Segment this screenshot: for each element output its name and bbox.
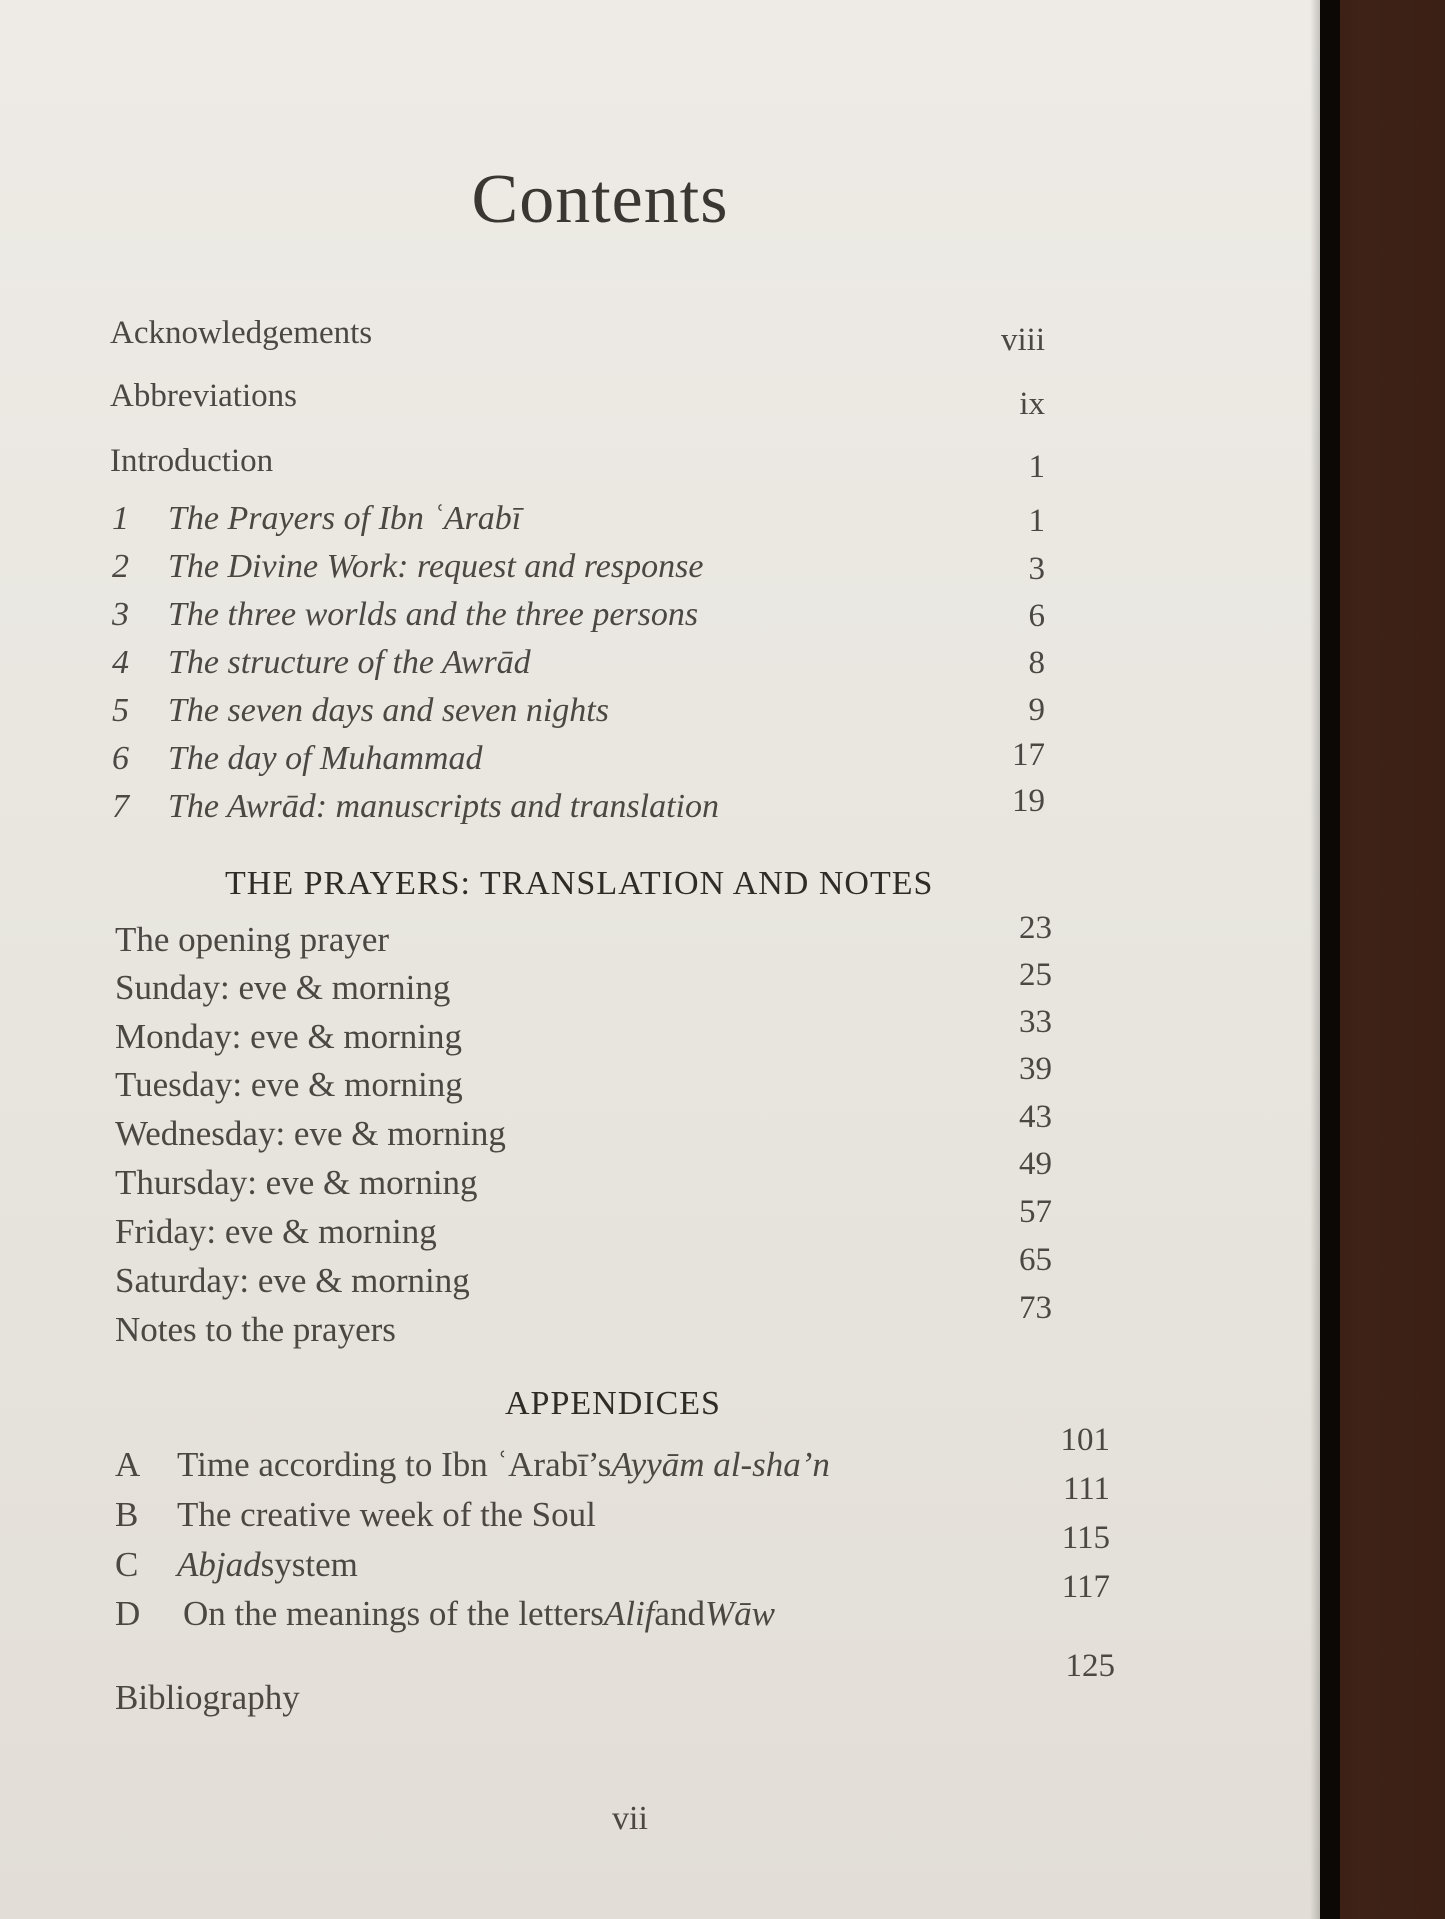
page-folio: vii	[612, 1800, 648, 1837]
toc-prayer-sunday: Sunday: eve & morning	[115, 968, 451, 1007]
toc-prayer-tuesday: Tuesday: eve & morning	[115, 1065, 463, 1104]
toc-page-prayer-saturday: 65	[1019, 1242, 1052, 1278]
toc-appendix-d: D On the meanings of the letters Alif and Wāw	[115, 1594, 775, 1633]
toc-entry-abbreviations: Abbreviations	[110, 378, 297, 414]
toc-section-4: 4 The structure of the Awrād	[112, 644, 531, 681]
toc-page-section-3: 6	[1028, 598, 1045, 634]
toc-page-prayer-monday: 33	[1019, 1004, 1052, 1040]
toc-appendix-c: C Abjad system	[115, 1545, 358, 1584]
toc-entry-bibliography: Bibliography	[115, 1678, 300, 1717]
toc-page-section-6: 17	[1012, 737, 1045, 773]
toc-section-3: 3 The three worlds and the three persons	[112, 596, 699, 633]
toc-page-prayer-thursday: 49	[1019, 1146, 1052, 1182]
toc-appendix-b: B The creative week of the Soul	[115, 1495, 596, 1534]
toc-page-bibliography: 125	[1065, 1648, 1115, 1684]
toc-prayer-monday: Monday: eve & morning	[115, 1017, 463, 1056]
toc-page-prayer-sunday: 25	[1019, 957, 1052, 993]
toc-prayer-thursday: Thursday: eve & morning	[115, 1163, 478, 1202]
page-edge-shadow	[1310, 0, 1320, 1919]
toc-page-section-4: 8	[1028, 645, 1045, 681]
toc-page-acknowledgements: viii	[1000, 322, 1045, 358]
toc-page-appendix-a: 101	[1060, 1422, 1110, 1458]
toc-page-appendix-b: 111	[1062, 1471, 1110, 1507]
toc-page-abbreviations: ix	[1019, 386, 1045, 422]
toc-prayer-saturday: Saturday: eve & morning	[115, 1261, 470, 1300]
page-title: Contents	[471, 161, 729, 238]
toc-page-prayer-tuesday: 39	[1019, 1051, 1052, 1087]
toc-prayer-notes: Notes to the prayers	[115, 1310, 396, 1349]
toc-page-appendix-c: 115	[1061, 1520, 1110, 1556]
toc-page-introduction: 1	[1028, 449, 1045, 485]
toc-section-1: 1 The Prayers of Ibn ʿArabī	[112, 500, 522, 537]
section-heading-prayers: THE PRAYERS: TRANSLATION AND NOTES	[225, 865, 934, 902]
toc-page-section-7: 19	[1012, 783, 1045, 819]
toc-entry-acknowledgements: Acknowledgements	[110, 315, 373, 351]
book-shadow	[1320, 0, 1340, 1919]
toc-page-prayer-wednesday: 43	[1019, 1099, 1052, 1135]
toc-page-section-2: 3	[1028, 551, 1045, 587]
toc-page-prayer-friday: 57	[1019, 1194, 1052, 1230]
toc-appendix-a: A Time according to Ibn ʿArabī’s Ayyām al-sha’n	[115, 1445, 830, 1484]
toc-entry-introduction: Introduction	[110, 443, 274, 479]
section-heading-appendices: APPENDICES	[505, 1385, 721, 1422]
toc-page-prayer-notes: 73	[1019, 1290, 1052, 1326]
toc-section-6: 6 The day of Muhammad	[112, 740, 483, 777]
toc-section-7: 7 The Awrād: manuscripts and translation	[112, 788, 719, 825]
toc-page-section-5: 9	[1028, 692, 1045, 728]
toc-section-2: 2 The Divine Work: request and response	[112, 548, 704, 585]
toc-page-prayer-opening: 23	[1019, 910, 1052, 946]
toc-prayer-wednesday: Wednesday: eve & morning	[115, 1114, 506, 1153]
toc-prayer-opening: The opening prayer	[115, 920, 390, 959]
toc-page-section-1: 1	[1028, 503, 1045, 539]
toc-section-5: 5 The seven days and seven nights	[112, 692, 609, 729]
toc-page-appendix-d: 117	[1061, 1569, 1110, 1605]
toc-prayer-friday: Friday: eve & morning	[115, 1212, 437, 1251]
